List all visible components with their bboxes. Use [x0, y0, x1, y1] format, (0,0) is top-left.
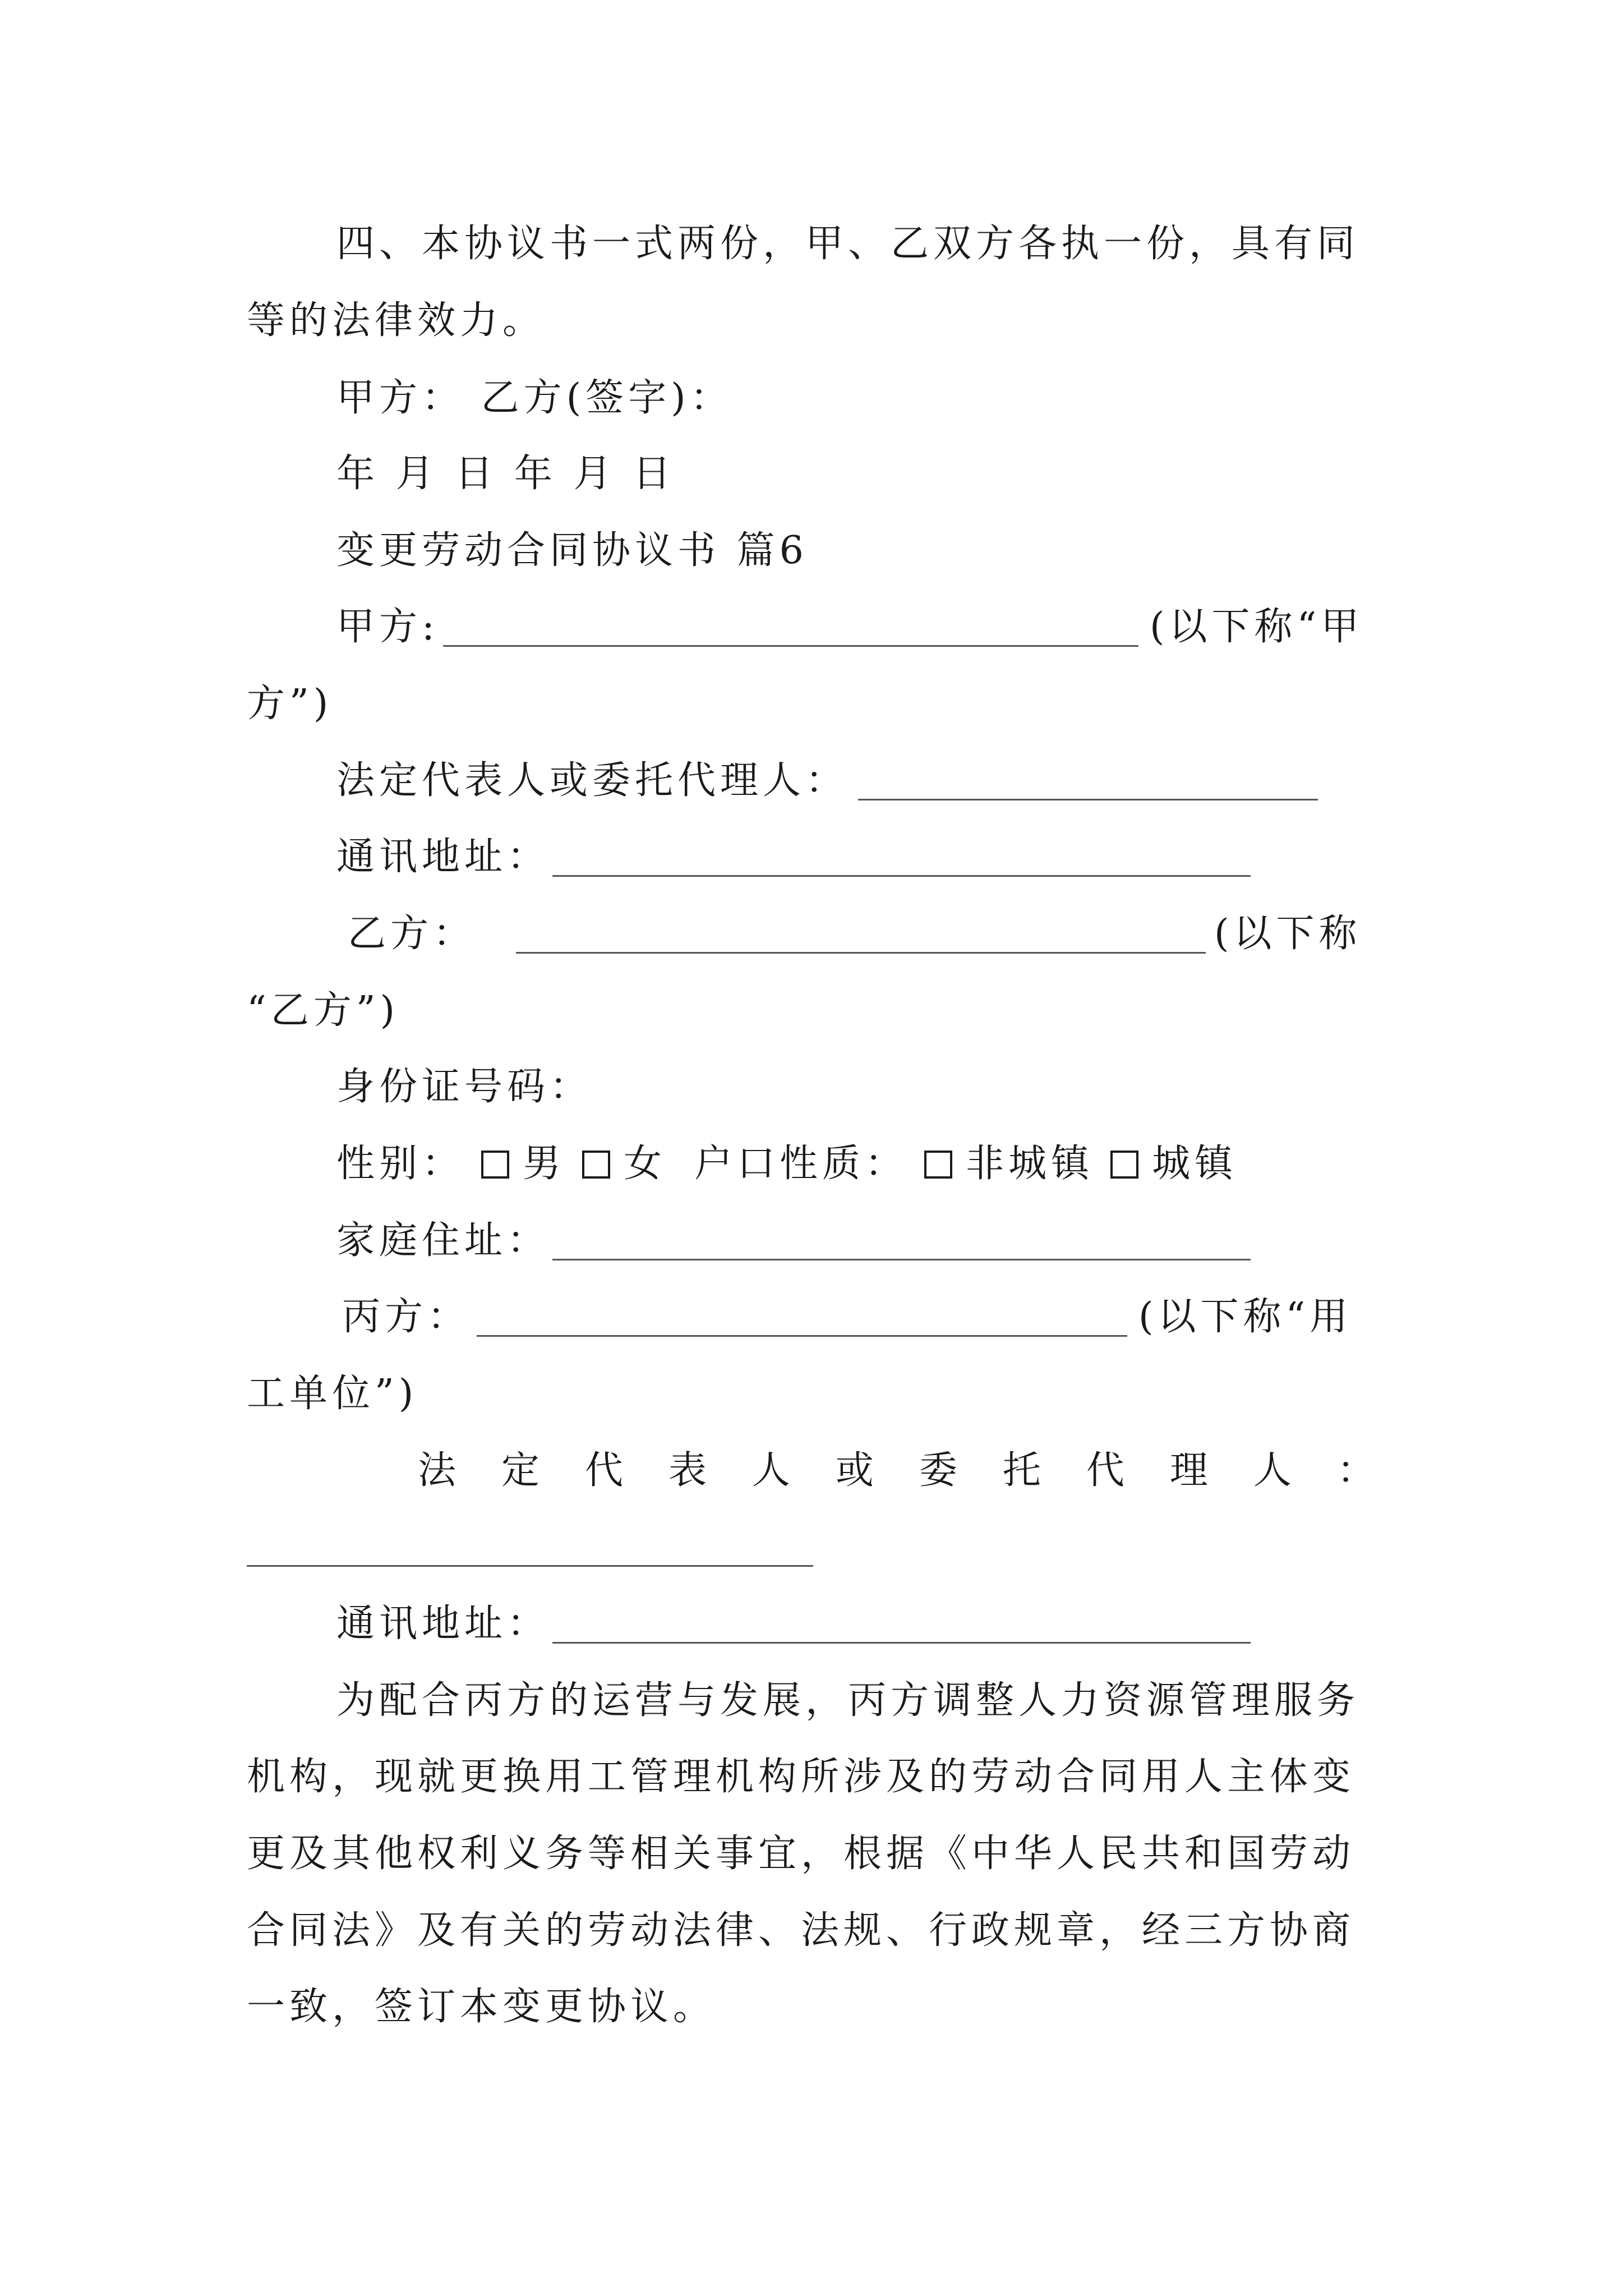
party-c-label: 丙方：	[342, 1295, 471, 1339]
id-number-label: 身份证号码：	[336, 1065, 593, 1109]
party-a-suffix: (以下称“甲	[1150, 605, 1364, 649]
party-a-representative-label: 法定代表人或委托代理人：	[336, 758, 849, 803]
gender-label: 性别：	[336, 1142, 465, 1186]
non-urban-checkbox[interactable]	[924, 1151, 952, 1179]
party-a-label: 甲方:	[336, 605, 439, 649]
body-line-2: 机构，现就更换用工管理机构所涉及的劳动合同用人主体变	[247, 1755, 1355, 1799]
home-address-label: 家庭住址：	[336, 1218, 550, 1263]
party-a-address-label: 通讯地址：	[336, 835, 550, 879]
body-line-4: 合同法》及有关的劳动法律、法规、行政规章，经三方协商	[247, 1908, 1355, 1953]
party-a-name-blank	[443, 645, 1138, 647]
female-label: 女	[624, 1142, 667, 1186]
paragraph-4-line-2: 等的法律效力。	[247, 298, 546, 343]
party-b-label: 乙方：	[348, 912, 476, 956]
urban-label: 城镇	[1152, 1142, 1238, 1186]
section-title: 变更劳动合同协议书 篇6	[336, 528, 808, 573]
party-c-address-blank	[552, 1642, 1251, 1644]
party-b-name-blank	[516, 952, 1206, 954]
party-c-name-blank	[477, 1335, 1127, 1337]
gender-hukou-line	[336, 1136, 1237, 1192]
party-a-suffix-continued: 方”)	[247, 682, 333, 726]
male-label: 男	[523, 1142, 566, 1186]
party-a-address-blank	[552, 875, 1251, 877]
party-b-suffix-continued: “乙方”)	[247, 988, 400, 1033]
party-b-suffix: (以下称	[1214, 912, 1362, 956]
female-checkbox[interactable]	[582, 1151, 610, 1179]
home-address-blank	[552, 1259, 1251, 1260]
party-c-representative-label: 法 定 代 表 人 或 委 托 代 理 人 ：	[418, 1448, 1380, 1493]
party-c-representative-blank	[247, 1565, 813, 1567]
non-urban-label: 非城镇	[966, 1142, 1094, 1186]
paragraph-4-line-1: 四、本协议书一式两份，甲、乙双方各执一份，具有同	[336, 222, 1360, 266]
party-a-representative-blank	[858, 799, 1318, 800]
party-c-suffix: (以下称“用	[1138, 1295, 1353, 1339]
male-checkbox[interactable]	[481, 1151, 509, 1179]
signature-line: 甲方： 乙方(签字)：	[336, 376, 733, 420]
party-c-address-label: 通讯地址：	[336, 1602, 550, 1646]
urban-checkbox[interactable]	[1110, 1151, 1138, 1179]
body-line-1: 为配合丙方的运营与发展，丙方调整人力资源管理服务	[336, 1678, 1360, 1723]
date-line: 年 月 日 年 月 日	[336, 452, 676, 496]
party-c-suffix-continued: 工单位”)	[247, 1372, 418, 1416]
body-line-5: 一致，签订本变更协议。	[247, 1985, 716, 2029]
body-line-3: 更及其他权利义务等相关事宜，根据《中华人民共和国劳动	[247, 1832, 1355, 1876]
hukou-label: 户口性质：	[694, 1142, 908, 1186]
